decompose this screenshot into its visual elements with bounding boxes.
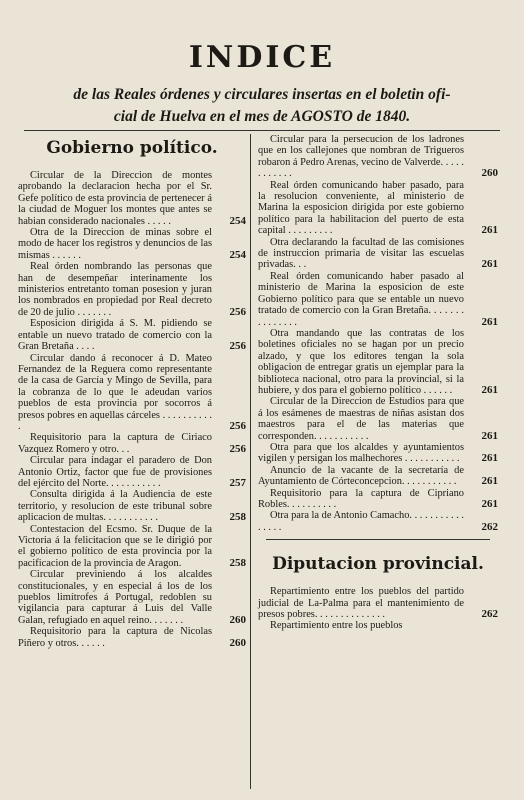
entry-page-number: 256 [229, 442, 246, 455]
entry-page-number: 262 [481, 608, 498, 621]
index-entry [258, 620, 498, 631]
entry-page-number: 256 [229, 340, 246, 353]
index-entry [18, 626, 246, 649]
index-entry [18, 170, 246, 227]
index-entry [258, 134, 498, 180]
entry-text: Otra mandando que las contratas de los boletines oficiales no se hagan por un precio alzado, y que los editores tengan la sola obligacion de entregar gratis un ejemplar para la biblioteca nacional, otro para la provincial, si la hubiere, y dos para el gobierno político . . . . . . [258, 327, 464, 396]
index-entry [258, 465, 498, 488]
entry-page-number: 262 [481, 520, 498, 533]
section-rule [266, 539, 490, 540]
entry-text: Requisitorio para la captura de Ciriaco Vazquez Romero y otro. . . [18, 432, 212, 455]
entry-text: Real órden nombrando las personas que han de desempeñar interinamente los ministerios entretanto toman posesion y juran los nombrados en propiedad por Real decreto de 20 de julio . . . . . . . [18, 261, 212, 318]
entry-text: Otra declarando la facultad de las comisiones de instruccion primaria de visitar las escuelas privadas. . . [258, 236, 464, 271]
entry-text: Esposicion dirigida á S. M. pidiendo se entable un nuevo tratado de comercio con la Gran Bretaña . . . . [18, 318, 212, 353]
entry-text: Consulta dirigida á la Audiencia de este territorio, y resolucion de este tribunal sobre aplicacion de multas. . . . . . . . . . . [18, 489, 212, 524]
entry-page-number: 254 [229, 214, 246, 227]
entry-page-number: 258 [229, 556, 246, 569]
index-entry [18, 569, 246, 626]
right-column [258, 134, 498, 632]
entry-page-number: 260 [481, 167, 498, 180]
entry-text: Requisitorio para la captura de Nicolas Piñero y otros. . . . . . [18, 626, 212, 649]
index-entry [258, 586, 498, 620]
right-entries [258, 134, 498, 533]
entry-page-number: 260 [229, 636, 246, 649]
entry-text: Real órden comunicando haber pasado al ministerio de Marina la esposicion de este Gobierno político para que se entable un nuevo tratado de comercio con la Gran Bretaña. . . . . . . . . . . . . . . [258, 270, 464, 328]
index-entry [258, 237, 498, 271]
entry-text: Repartimiento entre los pueblos del partido judicial de La-Palma para el mantenimiento de presos pobres. . . . . . . . . . . . . . [258, 586, 464, 621]
page-title: INDICE [188, 40, 336, 75]
section-heading-diputacion: Diputacion provincial. [272, 554, 484, 575]
entry-text: Circular de la Direccion de Estudios para que á los esámenes de maestras de niñas asistan dos maestros para el de las materias que corresponden. . . . . . . . . . . [258, 396, 464, 442]
section-heading-gobierno: Gobierno político. [46, 138, 218, 158]
entry-page-number: 257 [229, 476, 246, 489]
page-subtitle [14, 84, 510, 128]
subtitle-line-1: de las Reales órdenes y circulares insertas en el boletin ofi- [73, 86, 451, 103]
index-entry [18, 524, 246, 570]
left-column [18, 134, 246, 649]
index-entry [18, 261, 246, 318]
entry-page-number: 261 [481, 224, 498, 237]
entry-text: Real órden comunicando haber pasado, para la resolucion conveniente, al ministerio de Marina la esposicion dirigida por este gobierno político para la habilitacion del puerto de esta capital . . . . . . . . . [258, 179, 464, 237]
index-entry [258, 488, 498, 511]
entry-page-number: 261 [481, 475, 498, 488]
entry-page-number: 261 [481, 258, 498, 271]
index-entry [18, 318, 246, 352]
entry-text: Otra para que los alcaldes y ayuntamientos vigilen y persigan los malhechores . . . . . . . . . . . [258, 441, 464, 465]
index-entry [18, 432, 246, 455]
index-entry [18, 353, 246, 433]
entry-page-number: 254 [229, 248, 246, 261]
index-entry [258, 442, 498, 465]
header-rule [24, 130, 500, 131]
index-entry [258, 510, 498, 533]
entry-page-number: 260 [229, 613, 246, 626]
index-entry [18, 227, 246, 261]
entry-text: Otra para la de Antonio Camacho. . . . . . . . . . . . . . . . [258, 510, 464, 533]
entry-text: Contestacion del Ecsmo. Sr. Duque de la Victoria á la felicitacion que se le dirigió por el gobierno político de esta provincia por la pacificacion de la provincia de Aragon. [18, 523, 212, 569]
index-entry [18, 455, 246, 489]
entry-page-number: 256 [229, 419, 246, 432]
right-entries-2 [258, 586, 498, 632]
entry-page-number: 261 [481, 315, 498, 328]
column-divider [250, 134, 251, 789]
index-entry [258, 271, 498, 328]
subtitle-line-2: cial de Huelva en el mes de AGOSTO de 1840. [113, 108, 411, 125]
entry-text: Requisitorio para la captura de Cipriano Robles. . . . . . . . . . [258, 487, 464, 510]
index-entry [258, 396, 498, 442]
index-entry [258, 180, 498, 237]
entry-page-number: 261 [481, 498, 498, 510]
entry-text: Circular para la persecucion de los ladrones que en los callejones que nombran de Trigueros robaron á Pedro Arenas, vecino de Valverde. . . . . . . . . . . . [258, 134, 464, 180]
entry-page-number: 256 [229, 305, 246, 318]
entry-text: Circular para indagar el paradero de Don Antonio Ortiz, factor que fue de provisiones del ejército del Norte. . . . . . . . . . . [18, 455, 212, 489]
entry-page-number: 261 [481, 452, 498, 465]
entry-text: Circular previniendo á los alcaldes constitucionales, y en especial á los de los pueblos limítrofes á Portugal, redoblen su vigilancia para capturar á Luis del Valle Galan, refugiado en aquel reino. . . . . . . [18, 569, 212, 626]
left-entries [18, 170, 246, 649]
entry-page-number: 261 [481, 383, 498, 396]
index-entry [258, 328, 498, 396]
entry-page-number: 261 [481, 429, 498, 442]
entry-text: Repartimiento entre los pueblos [270, 620, 403, 632]
index-entry [18, 489, 246, 523]
entry-text: Otra de la Direccion de minas sobre el modo de hacer los registros y denuncios de las mismas . . . . . . [18, 227, 212, 261]
entry-page-number: 258 [229, 511, 246, 524]
entry-text: Circular de la Direccion de montes aprobando la declaracion hecha por el Sr. Gefe político de esta provincia de pertenecer á la ciudad de Moguer los montes que antes se habian considerado nacionales . . . . . [18, 170, 212, 227]
entry-text: Circular dando á reconocer á D. Mateo Fernandez de la Reguera como representante de la casa de García y Mingo de Sevilla, para la cobranza de lo que le adeudan varios pueblos de esta provincia por socorros á presos pobres en aquellas cárceles . . . . . . . . . . . [18, 352, 212, 432]
entry-text: Anuncio de la vacante de la secretaría de Ayuntamiento de Córteconcepcion. . . . . . . . . . . [258, 464, 464, 488]
